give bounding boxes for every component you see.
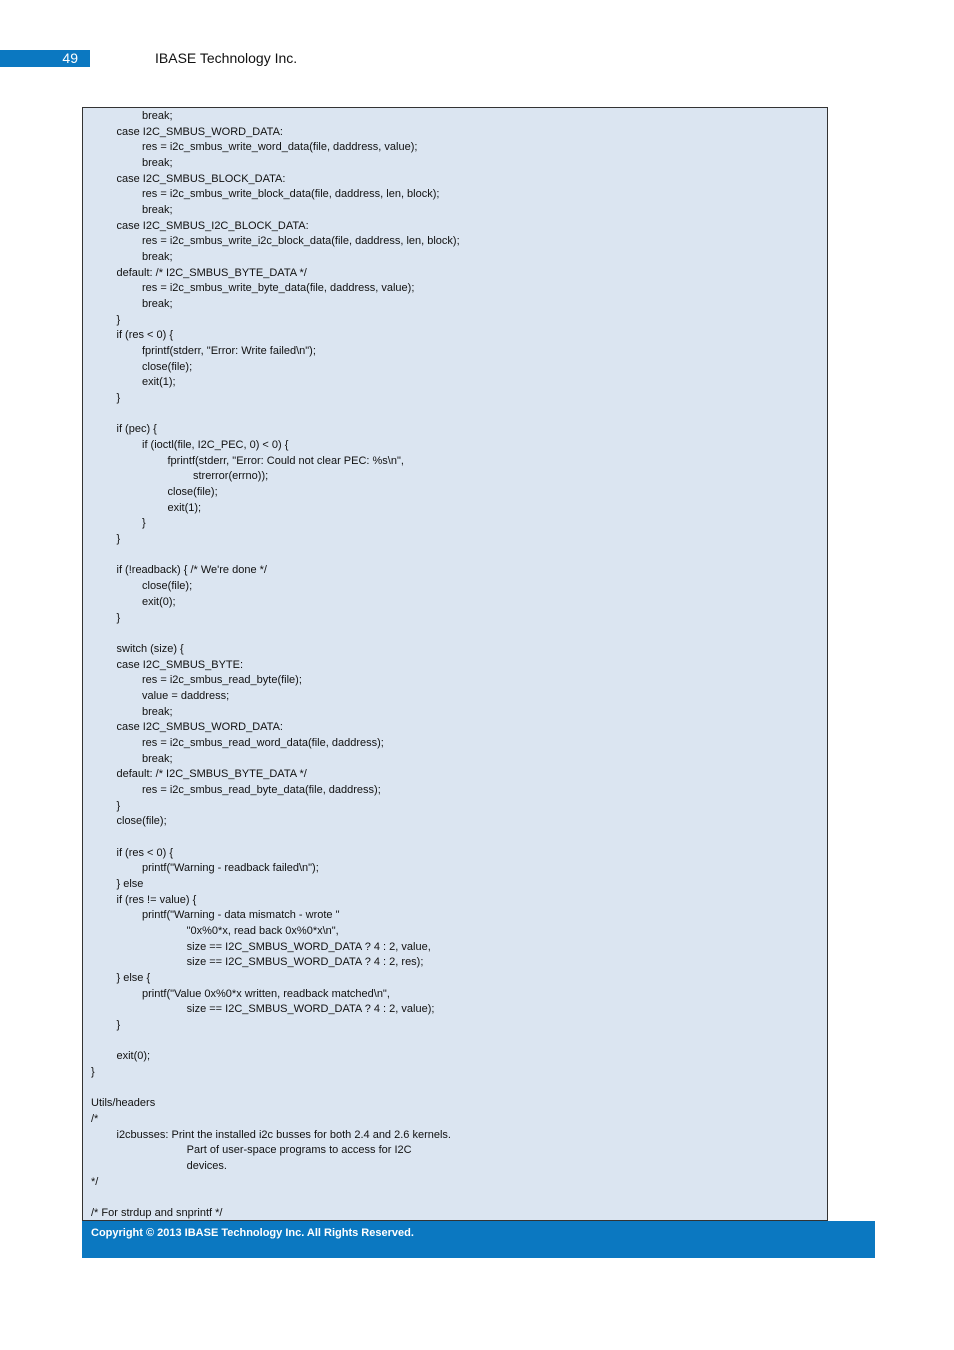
code-line: if (!readback) { /* We're done */: [116, 564, 267, 577]
code-line: [91, 1034, 823, 1050]
code-line: fprintf(stderr, "Error: Write failed\n");: [142, 345, 316, 358]
code-line: value = daddress;: [142, 689, 230, 702]
code-line: case I2C_SMBUS_BYTE:: [116, 658, 244, 671]
code-line: close(file);: [116, 815, 167, 828]
code-line: res = i2c_smbus_read_word_data(file, daddress);: [142, 736, 384, 749]
code-line: i2cbusses: Print the installed i2c busses for both 2.4 and 2.6 kernels.: [116, 1128, 451, 1141]
code-line: [91, 407, 823, 423]
code-line: [91, 548, 823, 564]
code-line: }: [116, 1018, 121, 1031]
code-line: }: [116, 392, 121, 405]
code-line: break;: [142, 204, 173, 217]
code-line: devices.: [186, 1160, 227, 1173]
code-line: printf("Value 0x%0*x written, readback matched\n",: [142, 987, 390, 1000]
code-line: if (res < 0) {: [116, 846, 174, 859]
code-line: close(file);: [167, 486, 218, 499]
code-line: if (pec) {: [116, 423, 157, 436]
code-line: */: [91, 1175, 99, 1188]
code-line: size == I2C_SMBUS_WORD_DATA ? 4 : 2, value);: [186, 1003, 435, 1016]
code-line: case I2C_SMBUS_BLOCK_DATA:: [116, 172, 286, 185]
code-line: [91, 1190, 823, 1206]
code-line: default: /* I2C_SMBUS_BYTE_DATA */: [116, 768, 307, 781]
code-line: break;: [142, 705, 173, 718]
code-line: res = i2c_smbus_write_block_data(file, daddress, len, block);: [142, 188, 440, 201]
code-line: printf("Warning - readback failed\n");: [142, 862, 319, 875]
code-line: [91, 626, 823, 642]
code-line: fprintf(stderr, "Error: Could not clear PEC: %s\n",: [167, 454, 404, 467]
code-line: /* For strdup and snprintf */: [91, 1207, 223, 1220]
code-line: res = i2c_smbus_write_word_data(file, daddress, value);: [142, 141, 418, 154]
code-line: }: [116, 611, 121, 624]
code-line: break;: [142, 110, 173, 122]
code-line: exit(0);: [142, 595, 176, 608]
code-line: printf("Warning - data mismatch - wrote ": [142, 909, 340, 922]
code-line: res = i2c_smbus_write_i2c_block_data(file, daddress, len, block);: [142, 235, 460, 248]
code-line: size == I2C_SMBUS_WORD_DATA ? 4 : 2, res);: [186, 956, 424, 969]
code-line: "0x%0*x, read back 0x%0*x\n",: [186, 924, 339, 937]
code-line: exit(0);: [116, 1050, 151, 1063]
code-line: res = i2c_smbus_write_byte_data(file, daddress, value);: [142, 282, 415, 295]
code-line: break;: [142, 752, 173, 765]
code-line: break;: [142, 251, 173, 264]
code-line: }: [116, 313, 121, 326]
code-line: break;: [142, 157, 173, 170]
footer-bar: [82, 1221, 875, 1258]
code-line: } else {: [116, 971, 151, 984]
code-line: }: [116, 799, 121, 812]
code-line: exit(1);: [167, 501, 202, 514]
code-line: [91, 1081, 823, 1097]
code-line: close(file);: [142, 360, 193, 373]
code-line: res = i2c_smbus_read_byte(file);: [142, 674, 302, 687]
page-number: 49: [0, 50, 90, 67]
copyright-text: Copyright © 2013 IBASE Technology Inc. All Rights Reserved.: [91, 1227, 414, 1239]
code-line: case I2C_SMBUS_I2C_BLOCK_DATA:: [116, 219, 309, 232]
code-line: res = i2c_smbus_read_byte_data(file, daddress);: [142, 783, 381, 796]
code-listing: [82, 107, 828, 1221]
code-line: close(file);: [142, 580, 193, 593]
code-line: if (res < 0) {: [116, 329, 174, 342]
code-line: exit(1);: [142, 376, 176, 389]
code-line: }: [91, 1065, 95, 1078]
code-line: break;: [142, 298, 173, 311]
code-line: case I2C_SMBUS_WORD_DATA:: [116, 125, 283, 138]
code-line: /*: [91, 1113, 99, 1125]
code-line: [91, 830, 823, 846]
code-line: size == I2C_SMBUS_WORD_DATA ? 4 : 2, value,: [186, 940, 431, 953]
code-lines: [91, 109, 823, 1221]
code-line: switch (size) {: [116, 642, 184, 655]
code-line: if (res != value) {: [116, 893, 197, 906]
code-line: Utils/headers: [91, 1097, 156, 1110]
code-line: }: [116, 533, 121, 546]
code-line: } else: [116, 877, 144, 890]
code-line: default: /* I2C_SMBUS_BYTE_DATA */: [116, 266, 307, 279]
company-name: IBASE Technology Inc.: [155, 50, 298, 66]
code-line: if (ioctl(file, I2C_PEC, 0) < 0) {: [142, 439, 289, 452]
code-line: case I2C_SMBUS_WORD_DATA:: [116, 721, 283, 734]
code-line: }: [142, 517, 146, 530]
code-line: Part of user-space programs to access for I2C: [186, 1144, 412, 1157]
code-line: strerror(errno));: [193, 470, 269, 483]
